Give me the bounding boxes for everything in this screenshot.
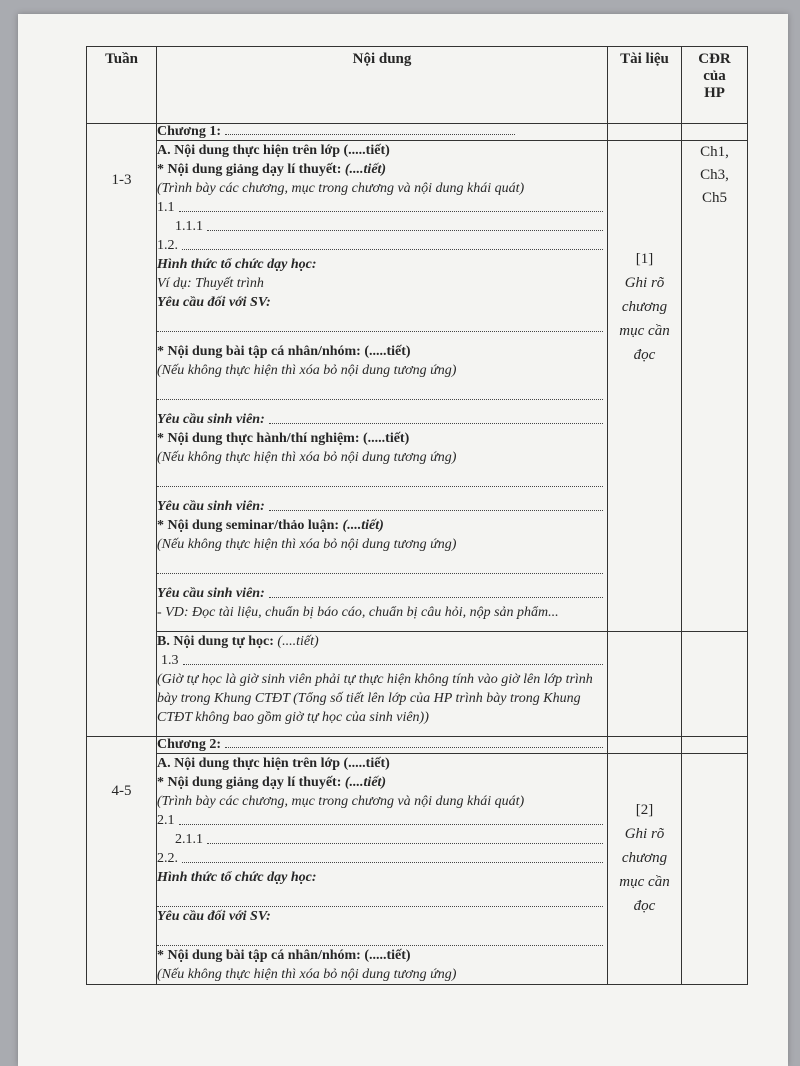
chapter1-b-row [87, 632, 748, 737]
chapter1-section-b: B. Nội dung tự học: (....tiết) 1.3 (Giờ tự học là giờ sinh viên phải tự thực hiện không tính vào giờ lên lớp trình bày trong Khung CTĐT (Tổng số tiết lên lớp của HP trình bày trong Khung CTĐT không bao gồm giờ tự học của sinh viên)) [157, 632, 608, 737]
paper-sheet [18, 14, 788, 1066]
chapter1-week: 1-3 [87, 124, 157, 737]
header-row [87, 47, 748, 124]
chapter2-reference: [2] Ghi rõ chương mục cần đọc [608, 754, 682, 985]
chapter2-section-a: A. Nội dung thực hiện trên lớp (.....tiết) * Nội dung giảng dạy lí thuyết: (....tiết) (Trình bày các chương, mục trong chương và nội dung khái quát) 2.1 2.1.1 2.2. Hình thức tổ chức dạy học: Yêu cầu đối với SV: * Nội dung bài tập cá nhân/nhóm: (.....tiết) (Nếu không thực hiện thì xóa bỏ nội dung tương ứng) [157, 754, 608, 985]
chapter1-title: Chương 1: [157, 124, 608, 141]
syllabus-table [86, 46, 748, 985]
chapter1-section-a: A. Nội dung thực hiện trên lớp (.....tiết) * Nội dung giảng dạy lí thuyết: (....tiết) (Trình bày các chương, mục trong chương và nội dung khái quát) 1.1 1.1.1 1.2. Hình thức tổ chức dạy học: Ví dụ: Thuyết trình Yêu cầu đối với SV: * Nội dung bài tập cá nhân/nhóm: (.....tiết) (Nếu không thực hiện thì xóa bỏ nội dung tương ứng) Yêu cầu sinh viên: * Nội dung thực hành/thí nghiệm: (.....tiết) (Nếu không thực hiện thì xóa bỏ nội dung tương ứng) Yêu cầu sinh viên: * Nội dung seminar/thảo luận: (....tiết) (Nếu không thực hiện thì xóa bỏ nội dung tương ứng) Yêu cầu sinh viên: - VD: Đọc tài liệu, chuẩn bị báo cáo, chuẩn bị câu hỏi, nộp sản phẩm... [157, 141, 608, 632]
chapter1-cdr: Ch1, Ch3, Ch5 [682, 141, 748, 632]
header-week: Tuần [87, 47, 157, 124]
header-material: Tài liệu [608, 47, 682, 124]
header-content: Nội dung [157, 47, 608, 124]
chapter1-reference: [1] Ghi rõ chương mục cần đọc [608, 141, 682, 632]
header-cdr: CĐR của HP [682, 47, 748, 124]
chapter1-a-row [87, 141, 748, 632]
chapter2-title: Chương 2: [157, 737, 608, 754]
chapter2-title-row [87, 737, 748, 754]
chapter1-title-row [87, 124, 748, 141]
chapter2-a-row [87, 754, 748, 985]
chapter2-week: 4-5 [87, 737, 157, 985]
